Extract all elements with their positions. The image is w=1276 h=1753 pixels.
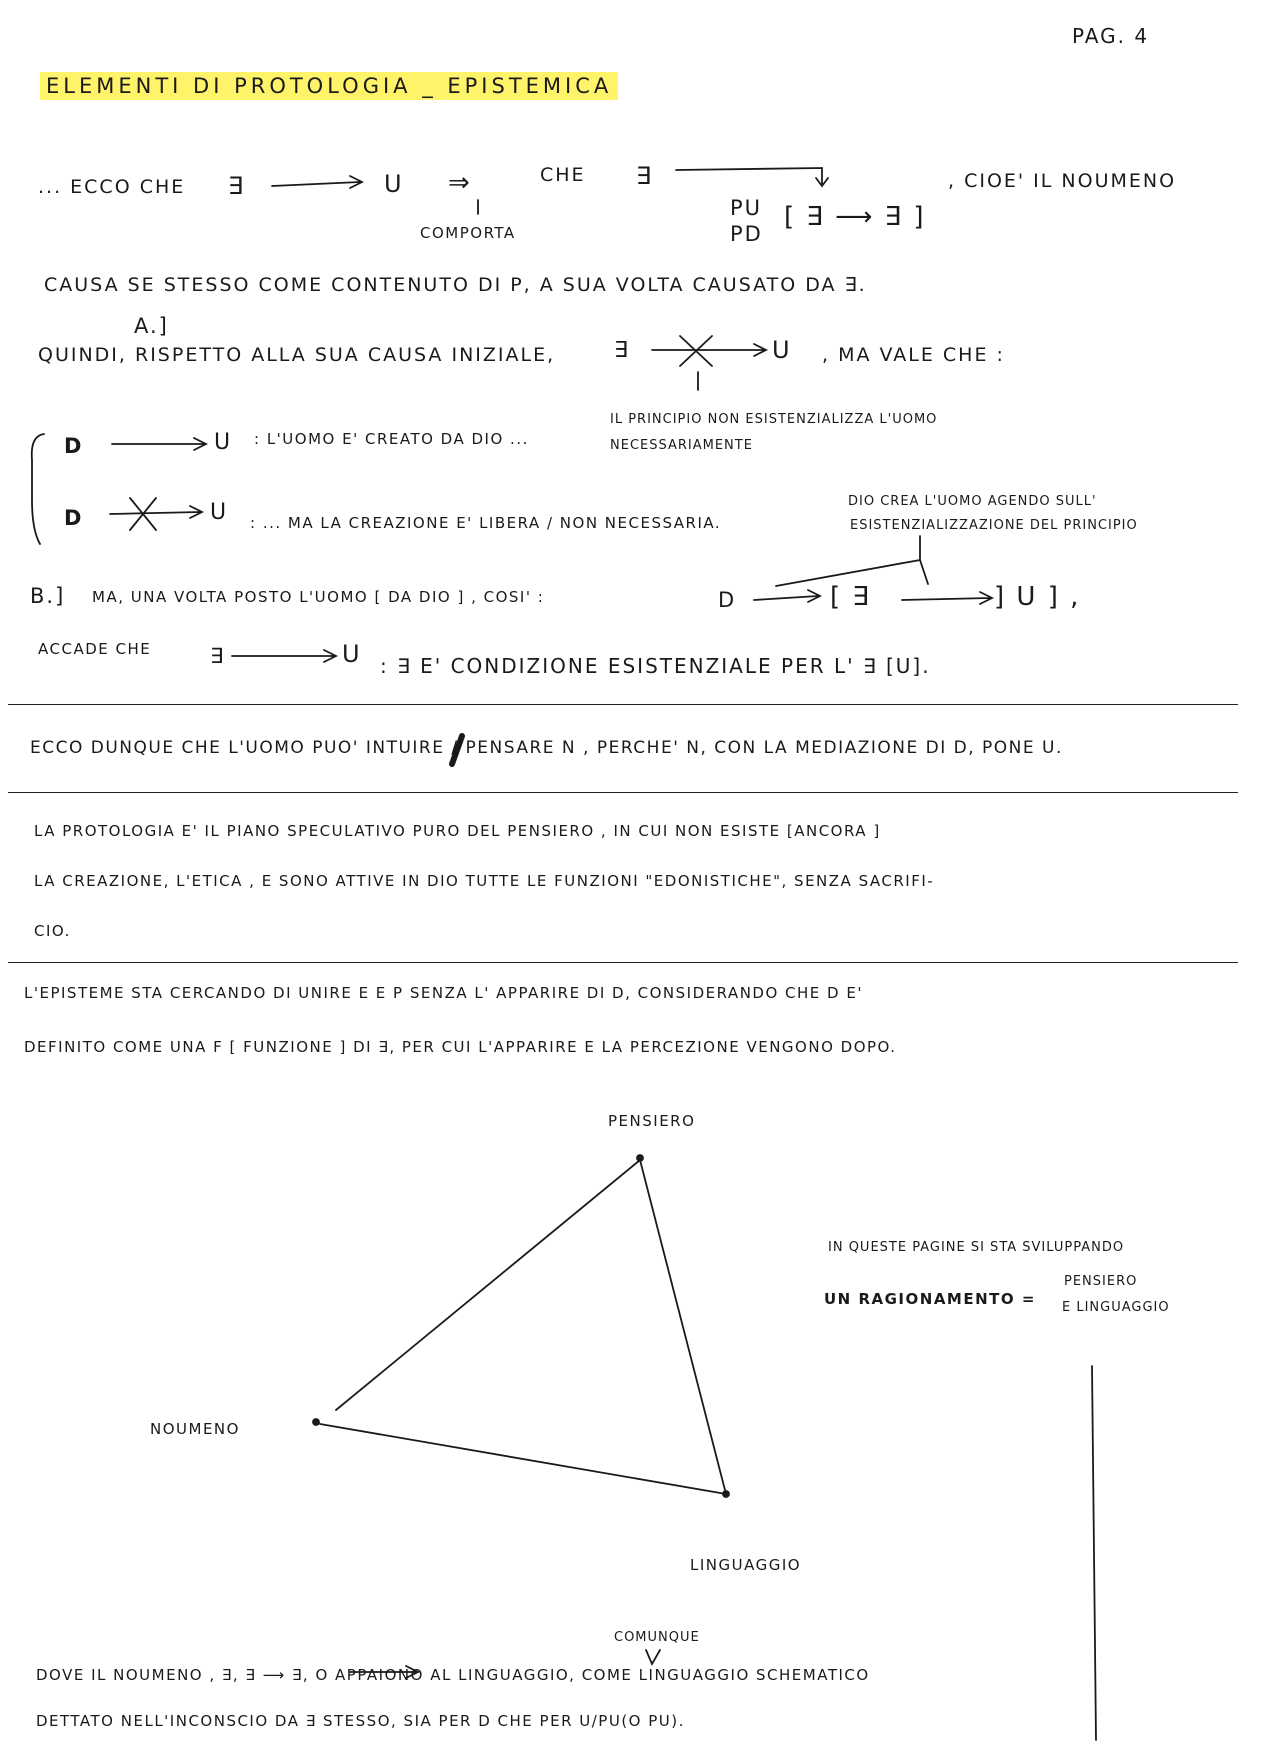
line3-text: QUINDI, RISPETTO ALLA SUA CAUSA INIZIALE, xyxy=(38,344,556,366)
arrow-bottom xyxy=(350,1666,418,1678)
line1-bracket-expr: [ ∃ ⟶ ∃ ] xyxy=(784,202,926,232)
side-note-right-2: E LINGUAGGIO xyxy=(1062,1300,1170,1315)
case2-note-1: DIO CREA L'UOMO AGENDO SULL' xyxy=(848,494,1097,509)
line1-u1: U xyxy=(384,170,404,198)
accade-exists: ∃ xyxy=(210,644,226,668)
accade-u: U xyxy=(342,640,362,668)
accade-text: ACCADE CHE xyxy=(38,640,152,658)
arrow-line3 xyxy=(652,344,766,356)
case2-note-2: ESISTENZIALIZZAZIONE DEL PRINCIPIO xyxy=(850,518,1138,533)
vertex-dot-top xyxy=(637,1155,643,1161)
bottom-line-2: DETTATO NELL'INCONSCIO DA ∃ STESSO, SIA PER D CHE PER U/PU(O PU). xyxy=(36,1712,685,1730)
case2-d: D xyxy=(64,506,84,530)
line1-che: CHE xyxy=(540,164,586,186)
triangle-edge-right xyxy=(640,1160,726,1494)
episteme-line-1: L'EPISTEME STA CERCANDO DI UNIRE E E P SENZA L' APPARIRE DI D, CONSIDERANDO CHE D E' xyxy=(24,984,863,1002)
triangle-edge-bottom xyxy=(320,1424,726,1494)
vertex-dot-bottom xyxy=(723,1491,729,1497)
case2-text: : ... MA LA CREAZIONE E' LIBERA / NON NECESSARIA. xyxy=(250,514,722,532)
cases-brace xyxy=(32,434,44,544)
side-note-line-1: IN QUESTE PAGINE SI STA SVILUPPANDO xyxy=(828,1240,1125,1255)
protologia-line-2: LA CREAZIONE, L'ETICA , E SONO ATTIVE IN DIO TUTTE LE FUNZIONI "EDONISTICHE", SENZA SACRIFI- xyxy=(34,872,935,890)
case1-d: D xyxy=(64,434,84,458)
arrow-line1-b xyxy=(676,168,828,186)
line3-u: U xyxy=(772,336,792,364)
vertex-dot-left xyxy=(313,1419,319,1425)
line1-exists1: ∃ xyxy=(228,172,246,200)
line2-text: CAUSA SE STESSO COME CONTENUTO DI P, A SUA VOLTA CAUSATO DA ∃. xyxy=(44,274,867,296)
page-number: PAG. 4 xyxy=(1072,24,1150,48)
arrow-case2 xyxy=(110,506,202,518)
triangle-label-top: PENSIERO xyxy=(608,1112,696,1130)
insert-caret xyxy=(646,1650,660,1664)
lineB-marker: B.] xyxy=(30,584,66,608)
line3-marker: A.] xyxy=(134,314,169,338)
line3-exists: ∃ xyxy=(614,338,630,363)
arrow-accade xyxy=(232,650,336,662)
cross-line3 xyxy=(680,336,712,366)
lineB-expr-tail: ] U ] , xyxy=(994,582,1081,612)
line1-pu: PU xyxy=(730,196,763,220)
side-note-line-2: UN RAGIONAMENTO = xyxy=(824,1290,1036,1308)
line1-pd: PD xyxy=(730,222,763,246)
line1-implies: ⇒ xyxy=(448,168,472,198)
arrow-case1 xyxy=(112,438,206,450)
line1-exists2: ∃ xyxy=(636,162,654,190)
title-highlight: ELEMENTI DI PROTOLOGIA _ EPISTEMICA xyxy=(40,72,618,100)
side-vertical-line xyxy=(1092,1366,1096,1740)
line1-comporta: COMPORTA xyxy=(420,224,516,242)
line3-note-2: NECESSARIAMENTE xyxy=(610,438,753,453)
line3-tail: , MA VALE CHE : xyxy=(822,344,1005,366)
triangle-label-left: NOUMENO xyxy=(150,1420,240,1438)
arrow-lineB-a xyxy=(754,590,820,602)
section-ecco: ECCO DUNQUE CHE L'UOMO PUO' INTUIRE / PENSARE N , PERCHE' N, CON LA MEDIAZIONE DI D, PONE U. xyxy=(30,738,1063,758)
case1-text: : L'UOMO E' CREATO DA DIO ... xyxy=(254,430,529,448)
bold-slash xyxy=(452,736,462,764)
lineB-text: MA, UNA VOLTA POSTO L'UOMO [ DA DIO ] , COSI' : xyxy=(92,588,545,606)
protologia-line-1: LA PROTOLOGIA E' IL PIANO SPECULATIVO PURO DEL PENSIERO , IN CUI NON ESISTE [ANCORA ] xyxy=(34,822,881,840)
line1-prefix: ... ECCO CHE xyxy=(38,176,186,198)
arrow-line1-a xyxy=(272,176,362,188)
arrow-lineB-b xyxy=(902,592,992,604)
accade-tail: : ∃ E' CONDIZIONE ESISTENZIALE PER L' ∃ [U]. xyxy=(380,654,931,678)
bottom-insert: COMUNQUE xyxy=(614,1630,700,1645)
lineB-expr-bracket: [ ∃ xyxy=(830,582,871,612)
side-note-right-1: PENSIERO xyxy=(1064,1274,1138,1289)
bottom-line-1: DOVE IL NOUMENO , ∃, ∃ ⟶ ∃, O APPAIONO AL LINGUAGGIO, COME LINGUAGGIO SCHEMATICO xyxy=(36,1666,870,1684)
lineB-expr-d: D xyxy=(718,588,737,612)
episteme-line-2: DEFINITO COME UNA F [ FUNZIONE ] DI ∃, PER CUI L'APPARIRE E LA PERCEZIONE VENGONO DOPO. xyxy=(24,1038,897,1056)
triangle-edge-left xyxy=(336,1160,640,1410)
protologia-line-3: CIO. xyxy=(34,922,71,940)
line3-note-1: IL PRINCIPIO NON ESISTENZIALIZZA L'UOMO xyxy=(610,412,938,427)
case1-u: U xyxy=(214,430,233,455)
line1-tail: , CIOE' IL NOUMENO xyxy=(948,170,1177,192)
case2-u: U xyxy=(210,500,229,525)
note-connector xyxy=(776,536,928,586)
triangle-label-bottom: LINGUAGGIO xyxy=(690,1556,802,1574)
